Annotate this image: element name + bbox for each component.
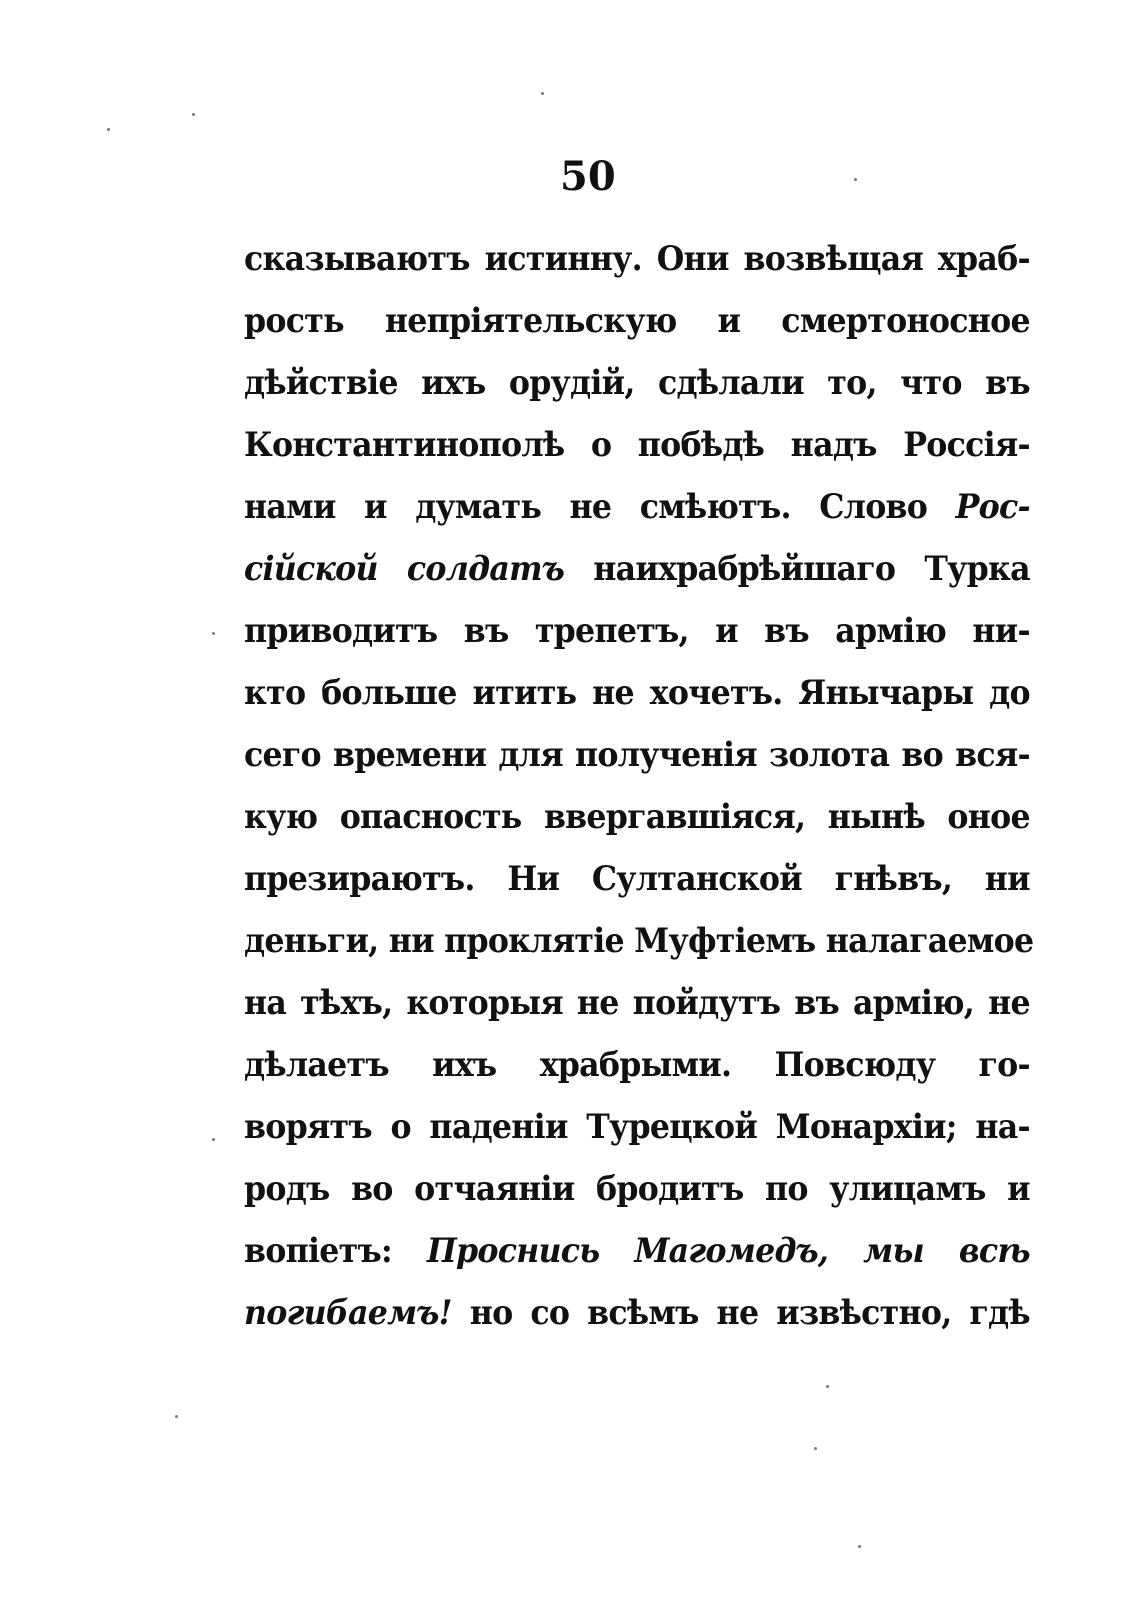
text-run: презираютъ. Ни Султанской гнѣвъ, ни	[244, 859, 1030, 899]
text-run: на тѣхъ, которыя не пойдутъ въ армію, не	[244, 983, 1030, 1023]
text-line	[244, 972, 1030, 1034]
text-run: нами и думать не смѣютъ. Слово	[244, 487, 956, 527]
text-line	[244, 1282, 1030, 1344]
text-line	[244, 228, 1030, 290]
text-line	[244, 724, 1030, 786]
text-run: кую опасность ввергавшіяся, нынѣ оное	[244, 797, 1030, 837]
paper-speck	[107, 128, 110, 131]
text-run: дѣлаетъ ихъ храбрыми. Повсюду го-	[244, 1045, 1030, 1085]
text-line	[244, 352, 1030, 414]
paper-speck	[541, 92, 544, 95]
body-text	[244, 228, 1034, 1344]
text-run: вопіетъ:	[244, 1231, 427, 1271]
italic-text: погибаемъ!	[244, 1293, 452, 1333]
text-line	[244, 538, 1030, 600]
text-run: родъ во отчаяніи бродитъ по улицамъ и	[244, 1169, 1030, 1209]
paper-speck	[814, 1447, 817, 1450]
text-line	[244, 1158, 1030, 1220]
text-line	[244, 848, 1030, 910]
text-line	[244, 1096, 1030, 1158]
text-line	[244, 1034, 1030, 1096]
text-run: дѣйствіе ихъ орудій, сдѣлали то, что въ	[244, 363, 1030, 403]
paper-speck	[212, 1138, 215, 1141]
text-line	[244, 910, 1034, 972]
paper-speck	[192, 113, 195, 116]
text-run: приводитъ въ трепетъ, и въ армію ни-	[244, 611, 1030, 651]
text-run: но со всѣмъ не извѣстно, гдѣ	[451, 1293, 1030, 1333]
paper-speck	[854, 178, 857, 181]
paper-speck	[175, 1415, 178, 1418]
italic-text: сійской солдатъ	[244, 549, 565, 589]
text-run: ворятъ о паденіи Турецкой Монархіи; на-	[244, 1107, 1030, 1147]
text-run: Константинополѣ о побѣдѣ надъ Россія-	[244, 425, 1030, 465]
paper-speck	[826, 1385, 829, 1388]
text-run: наихрабрѣйшаго Турка	[564, 549, 1030, 589]
text-run: сего времени для полученія золота во вся-	[244, 735, 1030, 775]
paper-speck	[212, 632, 215, 635]
text-line	[244, 476, 1030, 538]
text-line	[244, 786, 1030, 848]
text-run: деньги, ни проклятіе Муфтіемъ налагаемое	[244, 921, 1034, 961]
italic-text: Рос-	[955, 487, 1030, 527]
paper-speck	[858, 1545, 861, 1548]
text-run: рость непріятельскую и смертоносное	[244, 301, 1030, 341]
page-number: 50	[560, 153, 616, 200]
text-line	[244, 1220, 1030, 1282]
text-run: кто больше итить не хочетъ. Янычары до	[244, 673, 1030, 713]
text-line	[244, 600, 1030, 662]
text-line	[244, 414, 1030, 476]
text-line	[244, 290, 1030, 352]
italic-text: Проснись Магомедъ, мы всѣ	[426, 1231, 1030, 1271]
text-line	[244, 662, 1030, 724]
text-run: сказываютъ истинну. Они возвѣщая храб-	[244, 239, 1030, 279]
